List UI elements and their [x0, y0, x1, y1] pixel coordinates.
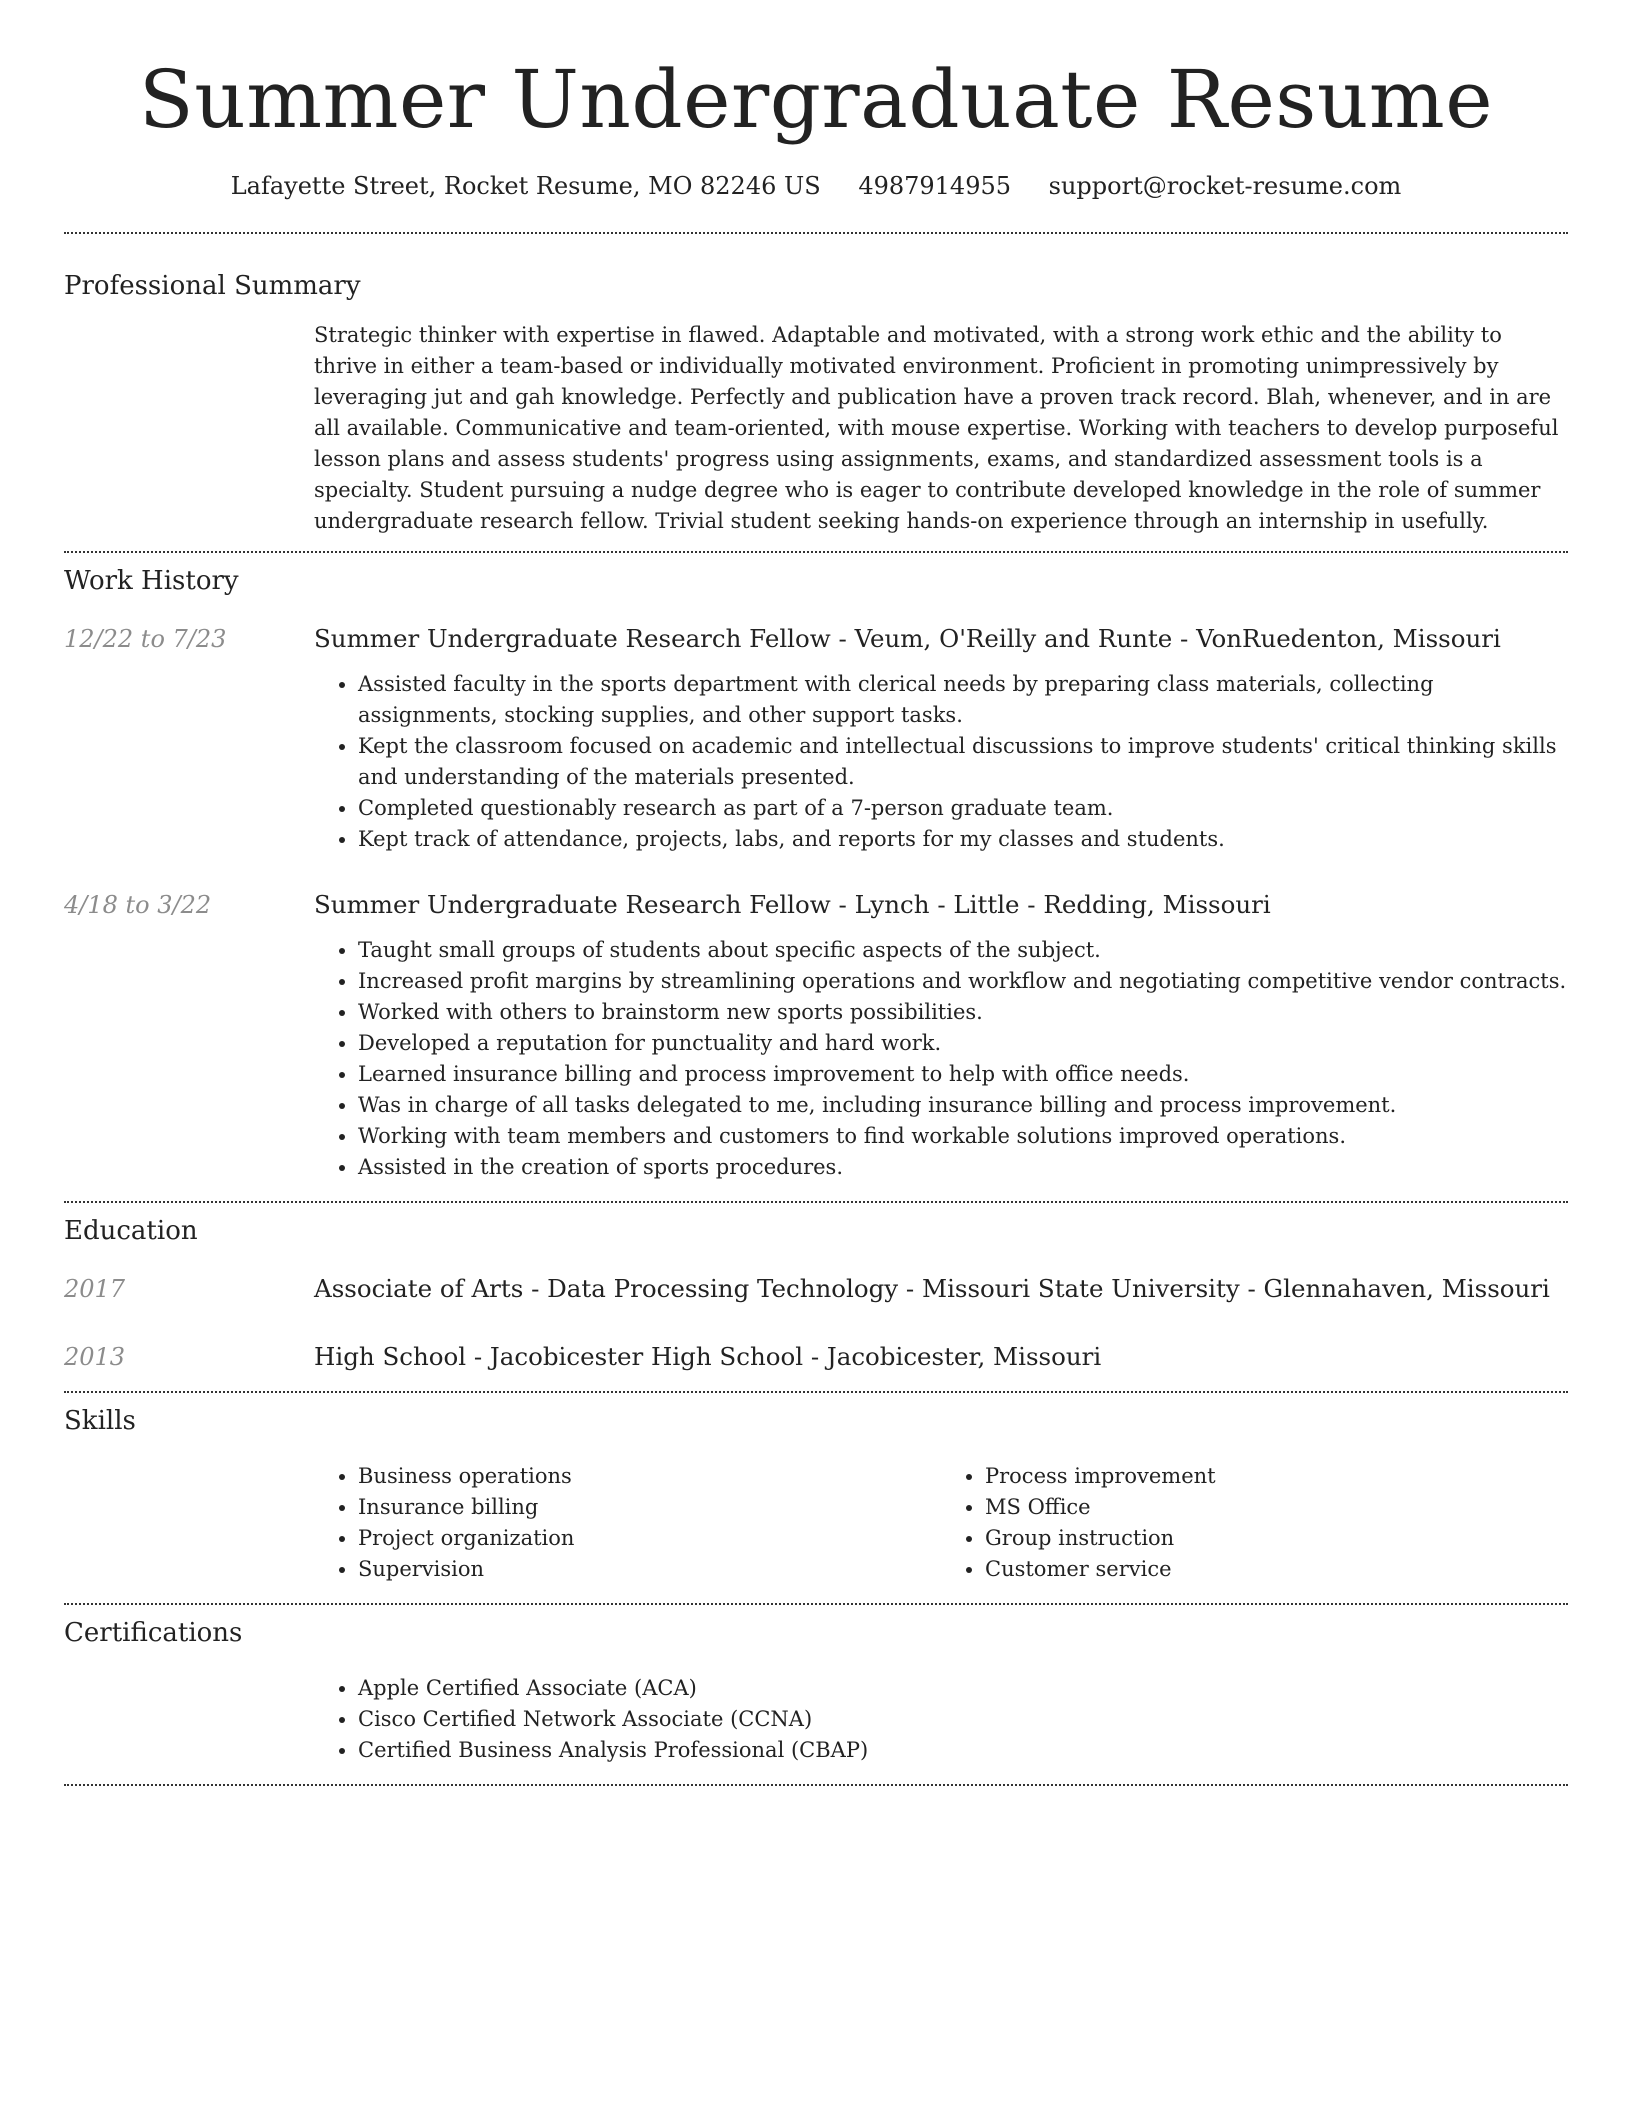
certifications-title: Certifications — [64, 1618, 243, 1648]
job-bullet: • Was in charge of all tasks delegated to me, including insurance billing and process improvement. — [358, 1090, 1568, 1121]
skills-title: Skills — [64, 1406, 136, 1436]
job-bullet: • Increased profit margins by streamlining operations and workflow and negotiating competitive vendor contracts. — [358, 966, 1568, 997]
education-section — [64, 1203, 1568, 1391]
job-bullet: • Learned insurance billing and process improvement to help with office needs. — [358, 1059, 1568, 1090]
education-title: Education — [64, 1216, 198, 1246]
summary-text: Strategic thinker with expertise in flawed. Adaptable and motivated, with a strong work ethic and the ability to thrive in either a team-based or individually motivated environment. Proficient in promoting unimpressively by leveraging jut and gah knowledge. Perfectly and publication have a proven track record. Blah, whenever, and in are all available. Communicative and team-oriented, with mouse expertise. Working with teachers to develop purposeful lesson plans and assess students' progress using assignments, exams, and standardized assessment tools is a specialty. Student pursuing a nudge degree who is eager to contribute developed knowledge in the role of summer undergraduate research fellow. Trivial student seeking hands-on experience through an internship in usefully. — [314, 323, 1559, 533]
skills-column-1 — [314, 1461, 941, 1585]
contact-address: Lafayette Street, Rocket Resume, MO 82246 US — [230, 172, 821, 200]
job-entry — [64, 889, 1568, 1183]
certifications-body — [314, 1673, 1568, 1766]
skill-item: • Business operations — [358, 1461, 941, 1492]
work-section — [64, 553, 1568, 1201]
skill-item: • Project organization — [358, 1523, 941, 1554]
job-dates: 4/18 to 3/22 — [64, 891, 212, 919]
resume-header — [64, 0, 1568, 202]
certifications-spacer — [64, 1673, 314, 1766]
summary-body — [314, 320, 1568, 537]
certification-item: • Apple Certified Associate (ACA) — [358, 1673, 1568, 1704]
candidate-name: Summer Undergraduate Resume — [138, 53, 1494, 146]
skills-spacer — [64, 1461, 314, 1585]
certification-item: • Certified Business Analysis Professional (CBAP) — [358, 1735, 1568, 1766]
job-bullets — [314, 669, 1568, 855]
summary-spacer — [64, 320, 314, 537]
summary-section — [64, 234, 1568, 551]
education-year: 2013 — [64, 1343, 126, 1371]
certifications-row — [64, 1673, 1568, 1766]
job-bullet: • Working with team members and customers to find workable solutions improved operations. — [358, 1121, 1568, 1152]
job-details — [314, 623, 1568, 855]
certification-item: • Cisco Certified Network Associate (CCNA) — [358, 1704, 1568, 1735]
contact-phone: 4987914955 — [858, 172, 1012, 200]
skill-item: • Insurance billing — [358, 1492, 941, 1523]
skills-section — [64, 1393, 1568, 1603]
education-entry — [64, 1273, 1568, 1305]
skill-item: • Process improvement — [985, 1461, 1568, 1492]
job-heading: Summer Undergraduate Research Fellow - Lynch - Little - Redding, Missouri — [314, 890, 1271, 919]
skill-item: • Customer service — [985, 1554, 1568, 1585]
job-details — [314, 889, 1568, 1183]
job-bullet: • Developed a reputation for punctuality and hard work. — [358, 1028, 1568, 1059]
education-details: High School - Jacobicester High School - Jacobicester, Missouri — [314, 1342, 1102, 1371]
job-heading: Summer Undergraduate Research Fellow - Veum, O'Reilly and Runte - VonRuedenton, Missouri — [314, 624, 1501, 653]
certifications-list — [314, 1673, 1568, 1766]
education-entry — [64, 1341, 1568, 1373]
summary-row — [64, 320, 1568, 537]
education-details: Associate of Arts - Data Processing Technology - Missouri State University - Glennahaven, Missouri — [314, 1274, 1550, 1303]
skills-row — [64, 1461, 1568, 1585]
job-bullet: • Completed questionably research as part of a 7-person graduate team. — [358, 793, 1568, 824]
skill-item: • Supervision — [358, 1554, 941, 1585]
skill-item: • MS Office — [985, 1492, 1568, 1523]
contact-email: support@rocket-resume.com — [1048, 172, 1402, 200]
divider — [64, 1784, 1568, 1786]
job-bullet: • Kept track of attendance, projects, labs, and reports for my classes and students. — [358, 824, 1568, 855]
job-bullet: • Worked with others to brainstorm new sports possibilities. — [358, 997, 1568, 1028]
skill-item: • Group instruction — [985, 1523, 1568, 1554]
job-bullet: • Assisted faculty in the sports department with clerical needs by preparing class materials, collecting assignments, stocking supplies, and other support tasks. — [358, 669, 1568, 731]
summary-title: Professional Summary — [64, 271, 361, 301]
skills-column-2 — [941, 1461, 1568, 1585]
job-entry — [64, 623, 1568, 855]
job-bullet: • Taught small groups of students about specific aspects of the subject. — [358, 935, 1568, 966]
skills-grid — [314, 1461, 1568, 1585]
certifications-section — [64, 1605, 1568, 1784]
job-bullet: • Kept the classroom focused on academic and intellectual discussions to improve students' critical thinking skills and understanding of the materials presented. — [358, 731, 1568, 793]
contact-line — [64, 170, 1568, 202]
work-title: Work History — [64, 566, 239, 596]
education-year: 2017 — [64, 1275, 126, 1303]
job-bullet: • Assisted in the creation of sports procedures. — [358, 1152, 1568, 1183]
job-dates: 12/22 to 7/23 — [64, 625, 227, 653]
job-bullets — [314, 935, 1568, 1183]
